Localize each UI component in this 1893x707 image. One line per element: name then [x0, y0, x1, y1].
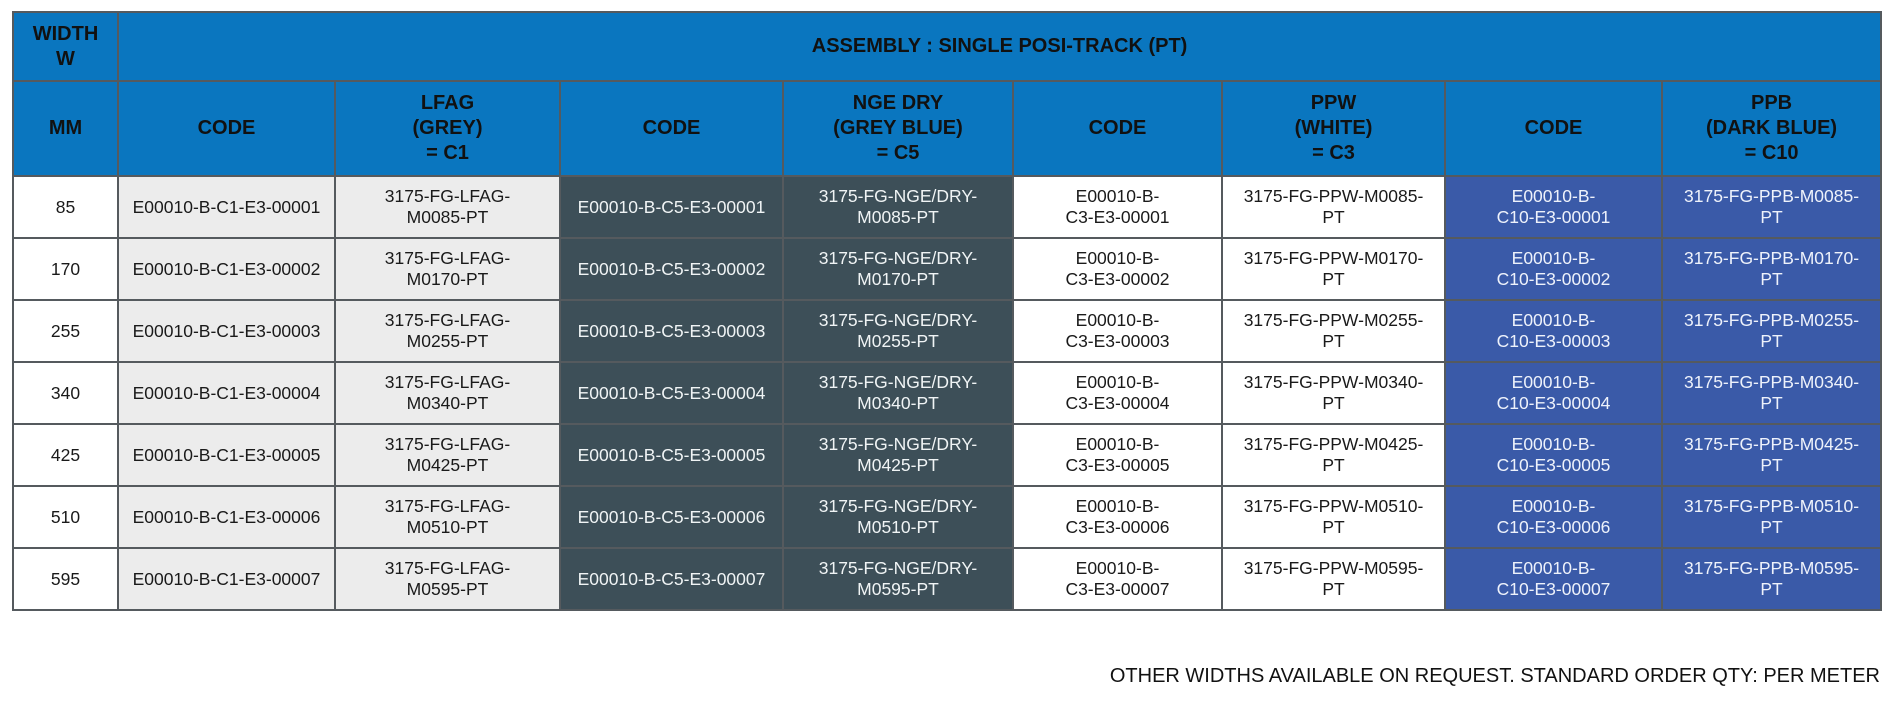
- ppw-part-cell: 3175-FG-PPW-M0340- PT: [1222, 362, 1445, 424]
- width-header: WIDTH W: [13, 12, 118, 81]
- code-c5-cell: E00010-B-C5-E3-00007: [560, 548, 783, 610]
- ppb-part-cell: 3175-FG-PPB-M0170- PT: [1662, 238, 1881, 300]
- code-c3-cell: E00010-B- C3-E3-00002: [1013, 238, 1222, 300]
- header-row-top: [13, 12, 1881, 81]
- code-c10-cell: E00010-B- C10-E3-00003: [1445, 300, 1662, 362]
- table-row: [13, 238, 1881, 300]
- column-header-code-c1: CODE: [118, 81, 335, 176]
- table-row: [13, 362, 1881, 424]
- ppb-part-cell: 3175-FG-PPB-M0340- PT: [1662, 362, 1881, 424]
- width-mm-cell: 510: [13, 486, 118, 548]
- column-header-code-c10: CODE: [1445, 81, 1662, 176]
- ppw-part-cell: 3175-FG-PPW-M0510- PT: [1222, 486, 1445, 548]
- ppw-part-cell: 3175-FG-PPW-M0425- PT: [1222, 424, 1445, 486]
- code-c3-cell: E00010-B- C3-E3-00001: [1013, 176, 1222, 238]
- code-c3-cell: E00010-B- C3-E3-00003: [1013, 300, 1222, 362]
- ppb-part-cell: 3175-FG-PPB-M0425- PT: [1662, 424, 1881, 486]
- header-row-columns: [13, 81, 1881, 176]
- table-row: [13, 424, 1881, 486]
- width-mm-cell: 340: [13, 362, 118, 424]
- table-body: [13, 176, 1881, 610]
- nge-dry-part-cell: 3175-FG-NGE/DRY- M0425-PT: [783, 424, 1013, 486]
- column-header-ppw: PPW (WHITE) = C3: [1222, 81, 1445, 176]
- code-c3-cell: E00010-B- C3-E3-00007: [1013, 548, 1222, 610]
- code-c1-cell: E00010-B-C1-E3-00004: [118, 362, 335, 424]
- code-c5-cell: E00010-B-C5-E3-00005: [560, 424, 783, 486]
- ppb-part-cell: 3175-FG-PPB-M0255- PT: [1662, 300, 1881, 362]
- lfag-part-cell: 3175-FG-LFAG- M0510-PT: [335, 486, 560, 548]
- footer-note: OTHER WIDTHS AVAILABLE ON REQUEST. STANDARD ORDER QTY: PER METER: [1109, 665, 1880, 687]
- code-c3-cell: E00010-B- C3-E3-00004: [1013, 362, 1222, 424]
- width-mm-cell: 255: [13, 300, 118, 362]
- nge-dry-part-cell: 3175-FG-NGE/DRY- M0170-PT: [783, 238, 1013, 300]
- code-c10-cell: E00010-B- C10-E3-00004: [1445, 362, 1662, 424]
- code-c10-cell: E00010-B- C10-E3-00007: [1445, 548, 1662, 610]
- code-c10-cell: E00010-B- C10-E3-00005: [1445, 424, 1662, 486]
- table-row: [13, 176, 1881, 238]
- code-c5-cell: E00010-B-C5-E3-00002: [560, 238, 783, 300]
- table-header: [13, 12, 1881, 176]
- ppw-part-cell: 3175-FG-PPW-M0170- PT: [1222, 238, 1445, 300]
- code-c3-cell: E00010-B- C3-E3-00005: [1013, 424, 1222, 486]
- ppb-part-cell: 3175-FG-PPB-M0085- PT: [1662, 176, 1881, 238]
- width-mm-cell: 170: [13, 238, 118, 300]
- width-mm-cell: 85: [13, 176, 118, 238]
- ppw-part-cell: 3175-FG-PPW-M0085- PT: [1222, 176, 1445, 238]
- ppw-part-cell: 3175-FG-PPW-M0595- PT: [1222, 548, 1445, 610]
- nge-dry-part-cell: 3175-FG-NGE/DRY- M0340-PT: [783, 362, 1013, 424]
- code-c5-cell: E00010-B-C5-E3-00006: [560, 486, 783, 548]
- table-row: [13, 300, 1881, 362]
- column-header-ppb: PPB (DARK BLUE) = C10: [1662, 81, 1881, 176]
- product-code-table: [12, 11, 1882, 611]
- code-c1-cell: E00010-B-C1-E3-00007: [118, 548, 335, 610]
- column-header-nge-dry: NGE DRY (GREY BLUE) = C5: [783, 81, 1013, 176]
- code-c1-cell: E00010-B-C1-E3-00002: [118, 238, 335, 300]
- ppb-part-cell: 3175-FG-PPB-M0595- PT: [1662, 548, 1881, 610]
- width-mm-cell: 595: [13, 548, 118, 610]
- table-row: [13, 486, 1881, 548]
- nge-dry-part-cell: 3175-FG-NGE/DRY- M0255-PT: [783, 300, 1013, 362]
- code-c3-cell: E00010-B- C3-E3-00006: [1013, 486, 1222, 548]
- column-header-mm: MM: [13, 81, 118, 176]
- lfag-part-cell: 3175-FG-LFAG- M0340-PT: [335, 362, 560, 424]
- nge-dry-part-cell: 3175-FG-NGE/DRY- M0510-PT: [783, 486, 1013, 548]
- code-c10-cell: E00010-B- C10-E3-00001: [1445, 176, 1662, 238]
- code-c1-cell: E00010-B-C1-E3-00001: [118, 176, 335, 238]
- lfag-part-cell: 3175-FG-LFAG- M0085-PT: [335, 176, 560, 238]
- code-c1-cell: E00010-B-C1-E3-00003: [118, 300, 335, 362]
- code-c5-cell: E00010-B-C5-E3-00004: [560, 362, 783, 424]
- code-c5-cell: E00010-B-C5-E3-00003: [560, 300, 783, 362]
- ppw-part-cell: 3175-FG-PPW-M0255- PT: [1222, 300, 1445, 362]
- code-c10-cell: E00010-B- C10-E3-00002: [1445, 238, 1662, 300]
- column-header-code-c3: CODE: [1013, 81, 1222, 176]
- lfag-part-cell: 3175-FG-LFAG- M0170-PT: [335, 238, 560, 300]
- column-header-lfag: LFAG (GREY) = C1: [335, 81, 560, 176]
- assembly-title: ASSEMBLY : SINGLE POSI-TRACK (PT): [118, 12, 1881, 81]
- nge-dry-part-cell: 3175-FG-NGE/DRY- M0595-PT: [783, 548, 1013, 610]
- lfag-part-cell: 3175-FG-LFAG- M0255-PT: [335, 300, 560, 362]
- table-row: [13, 548, 1881, 610]
- lfag-part-cell: 3175-FG-LFAG- M0595-PT: [335, 548, 560, 610]
- code-c5-cell: E00010-B-C5-E3-00001: [560, 176, 783, 238]
- code-c1-cell: E00010-B-C1-E3-00006: [118, 486, 335, 548]
- code-c1-cell: E00010-B-C1-E3-00005: [118, 424, 335, 486]
- ppb-part-cell: 3175-FG-PPB-M0510- PT: [1662, 486, 1881, 548]
- width-mm-cell: 425: [13, 424, 118, 486]
- lfag-part-cell: 3175-FG-LFAG- M0425-PT: [335, 424, 560, 486]
- column-header-code-c5: CODE: [560, 81, 783, 176]
- code-c10-cell: E00010-B- C10-E3-00006: [1445, 486, 1662, 548]
- nge-dry-part-cell: 3175-FG-NGE/DRY- M0085-PT: [783, 176, 1013, 238]
